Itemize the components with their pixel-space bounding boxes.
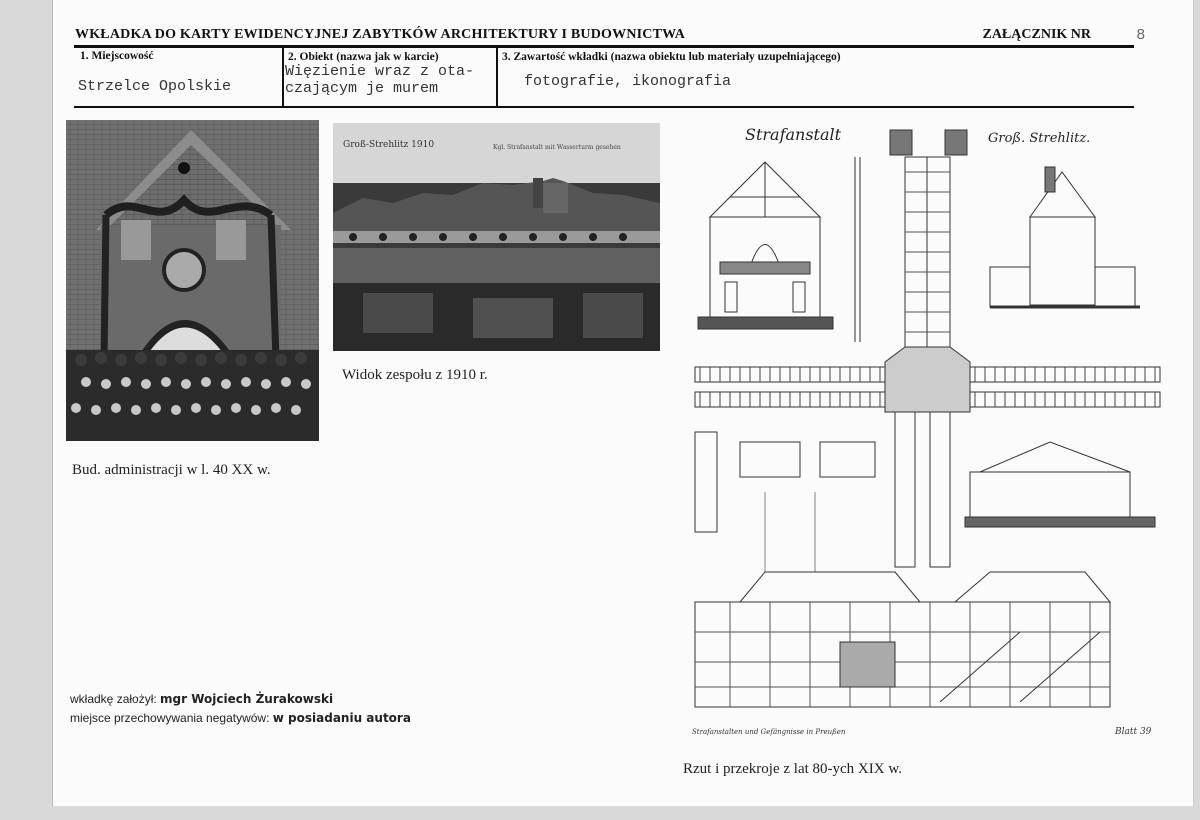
view-1910-caption: Widok zespołu z 1910 r. bbox=[342, 367, 488, 383]
admin-building-photo bbox=[66, 120, 319, 441]
contents-value: fotografie, ikonografia bbox=[524, 73, 732, 90]
locality-label: 1. Miejscowość bbox=[80, 50, 154, 62]
plan-title-right: Groß. Strehlitz. bbox=[988, 131, 1091, 146]
locality-value: Strzelce Opolskie bbox=[78, 78, 232, 95]
storage-value: w posiadaniu autora bbox=[272, 711, 411, 725]
postcard-caption-text: Kgl. Strafanstalt mit Wasserturm gesehen bbox=[493, 144, 621, 151]
object-label: 2. Obiekt (nazwa jak w karcie) bbox=[288, 51, 439, 63]
postcard-place-text: Groß-Strehlitz 1910 bbox=[343, 140, 435, 150]
object-value-line1: Więzienie wraz z ota- bbox=[285, 63, 475, 80]
header-rule bbox=[74, 45, 1134, 48]
header bbox=[75, 26, 1145, 45]
view-1910-photo bbox=[333, 123, 660, 351]
field-divider-1 bbox=[282, 47, 284, 107]
author-label: wkładkę założył: bbox=[70, 692, 157, 706]
annex-number: 8 bbox=[1136, 26, 1145, 43]
storage-label: miejsce przechowywania negatywów: bbox=[70, 711, 270, 725]
field-divider-2 bbox=[496, 47, 498, 107]
annex-label: ZAŁĄCZNIK NR bbox=[982, 27, 1091, 42]
plans-caption: Rzut i przekroje z lat 80-ych XIX w. bbox=[683, 761, 902, 777]
admin-building-caption: Bud. administracji w l. 40 XX w. bbox=[72, 462, 271, 478]
plans-drawing bbox=[690, 122, 1166, 744]
author-value: mgr Wojciech Żurakowski bbox=[160, 692, 334, 706]
object-value-line2: czającym je murem bbox=[285, 80, 439, 97]
fields-bottom-rule bbox=[74, 106, 1134, 108]
plan-footer-right: Blatt 39 bbox=[1115, 727, 1152, 737]
author-line bbox=[70, 692, 333, 706]
plan-title-left: Strafanstalt bbox=[745, 125, 842, 144]
storage-line bbox=[70, 711, 411, 725]
document-title: WKŁADKA DO KARTY EWIDENCYJNEJ ZABYTKÓW ARCHITEKTURY I BUDOWNICTWA bbox=[75, 27, 686, 42]
plan-footer-left: Strafanstalten und Gefängnisse in Preußen bbox=[692, 728, 846, 736]
contents-label: 3. Zawartość wkładki (nazwa obiektu lub materiały uzupełniającego) bbox=[502, 51, 841, 63]
